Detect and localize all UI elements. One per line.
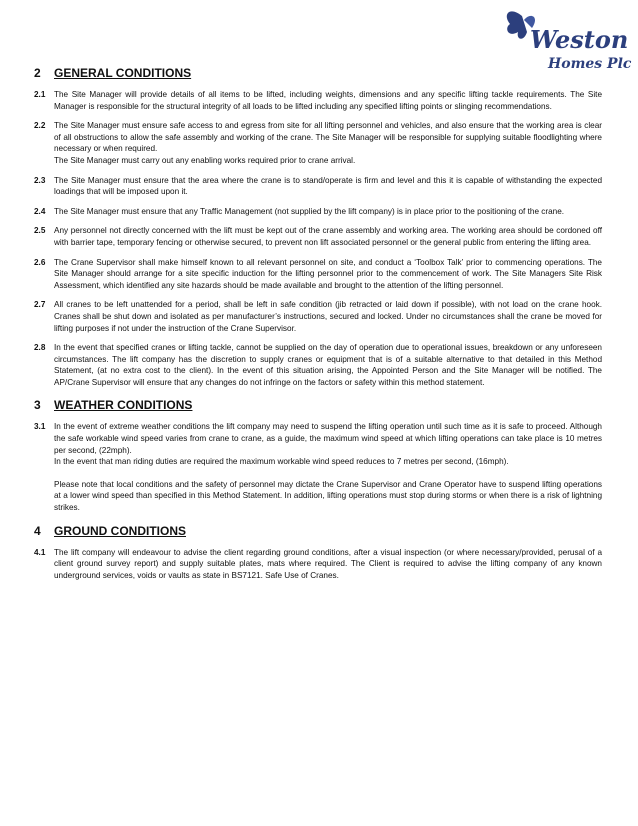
clause-number: 2.7 [34,300,46,310]
clause-number: 2.5 [34,226,46,236]
clause-paragraph: Please note that local conditions and the safety of personnel may dictate the Crane Supervisor and Crane Operator have to suspend lifting operations at a lower wind speed than specified in this Method Statement. In addition, lifting operations must stop during storms or when there is a risk of lightning strikes. [54,479,602,513]
clause [34,257,602,292]
clause-paragraph: In the event that specified cranes or lifting tackle, cannot be supplied on the day of operation due to operational issues, breakdown or any unforeseen circumstances. The lift company has the discretion to supply cranes or equipment that is of a suitable alternative to that detailed in this Method Statement, (at no extra cost to the client). In the event of this situation arising, the Appointed Person and the Site Manager will be notified. The AP/Crane Supervisor will ensure that any changes do not infringe on the factors or safety within this method statement. [54,343,602,387]
clause-number: 2.4 [34,206,46,216]
clause [34,299,602,334]
clause-paragraph: The Site Manager must ensure that any Traffic Management (not supplied by the lift company) is in place prior to the positioning of the crane. [54,206,565,216]
section [34,66,602,388]
clause-paragraph: All cranes to be left unattended for a period, shall be left in safe condition (jib retracted or laid down if possible), with not load on the crane hook. Cranes shall be shut down and isolated as per manufacturer’s instructions, secured and locked. Under no circumstances shall the crane be moved for lifting purposes if not under the instruction of the Crane Supervisor. [54,300,602,333]
logo-line1: Weston [530,25,629,54]
clause-number: 2.2 [34,121,46,131]
section-title: WEATHER CONDITIONS [54,398,193,413]
clause [34,421,602,513]
clause [34,89,602,112]
document-body [34,62,602,591]
clause-paragraph: The Crane Supervisor shall make himself known to all relevant personnel on site, and conduct a ‘Toolbox Talk’ prior to commencing operations. The Site Manager should arrange for a site specific induction for the lifting personnel prior to the commencement of work. The Site Managers Site Risk Assessment, which identified any site hazards should be made available and brought to the attention of the lifting personnel. [54,257,602,290]
section [34,398,602,513]
clause [34,547,602,582]
clause-paragraph: In the event that man riding duties are required the maximum workable wind speed reduces to 7 metres per second, (16mph). [54,457,509,467]
clause-paragraph: The lift company will endeavour to advise the client regarding ground conditions, after a visual inspection (or where necessary/provided, perusal of a client ground survey report) and supply suitable plates, mats where required. The Client is required to advise the lifting company of any known underground services, voids or vaults as state in BS7121. Safe Use of Cranes. [54,547,602,580]
clause-number: 2.6 [34,257,46,267]
clause-number: 2.1 [34,90,46,99]
section [34,524,602,582]
clause [34,206,602,218]
clause-paragraph: The Site Manager must ensure that the area where the crane is to stand/operate is firm and level and this it is capable of withstanding the expected loadings that will be imposed upon it. [54,175,602,197]
clause-number: 2.3 [34,175,46,185]
section-number: 2 [34,66,41,80]
clause-paragraph: In the event of extreme weather conditions the lift company may need to suspend the lifting operation until such time as it is safe to proceed. Although the safe workable wind speed varies from crane to crane, as a guide, the maximum wind speed at which lifting operations can take place is 10 metres per second, (22mph). [54,422,602,455]
clause-number: 2.8 [34,343,46,353]
section-heading [34,66,602,80]
section-heading [34,398,602,412]
clause-paragraph: The Site Manager must ensure safe access to and egress from site for all lifting personnel and vehicles, and also ensure that the working area is clear of all obstructions to allow the safe assembly and working of the crane. The Site Manager will be responsible for supplying suitable floodlighting where necessary or when required. [54,121,602,154]
clause-number: 3.1 [34,422,46,432]
clause [34,342,602,388]
section-heading [34,524,602,538]
clause [34,225,602,248]
section-title: GENERAL CONDITIONS [54,66,192,80]
clause [34,175,602,198]
section-title: GROUND CONDITIONS [54,523,186,538]
section-number: 3 [34,398,41,413]
logo-line2: Homes Plc [548,56,632,72]
clause-number: 4.1 [34,547,46,557]
clause-paragraph: The Site Manager must carry out any enabling works required prior to crane arrival. [54,155,356,165]
clause-paragraph: Any personnel not directly concerned with the lift must be kept out of the crane assembly and working area. The working area should be cordoned off with barrier tape, temporary fencing or otherwise secured, to prevent non lift associated personnel or the general public from entering the lifting area. [54,226,602,247]
clause [34,120,602,166]
section-number: 4 [34,523,41,538]
clause-paragraph: The Site Manager will provide details of all items to be lifted, including weights, dimensions and any specific lifting tackle requirements. The Site Manager is responsible for the structural integrity of all loads to be lifted including any specified lifting points or slinging recommendations. [54,90,602,111]
